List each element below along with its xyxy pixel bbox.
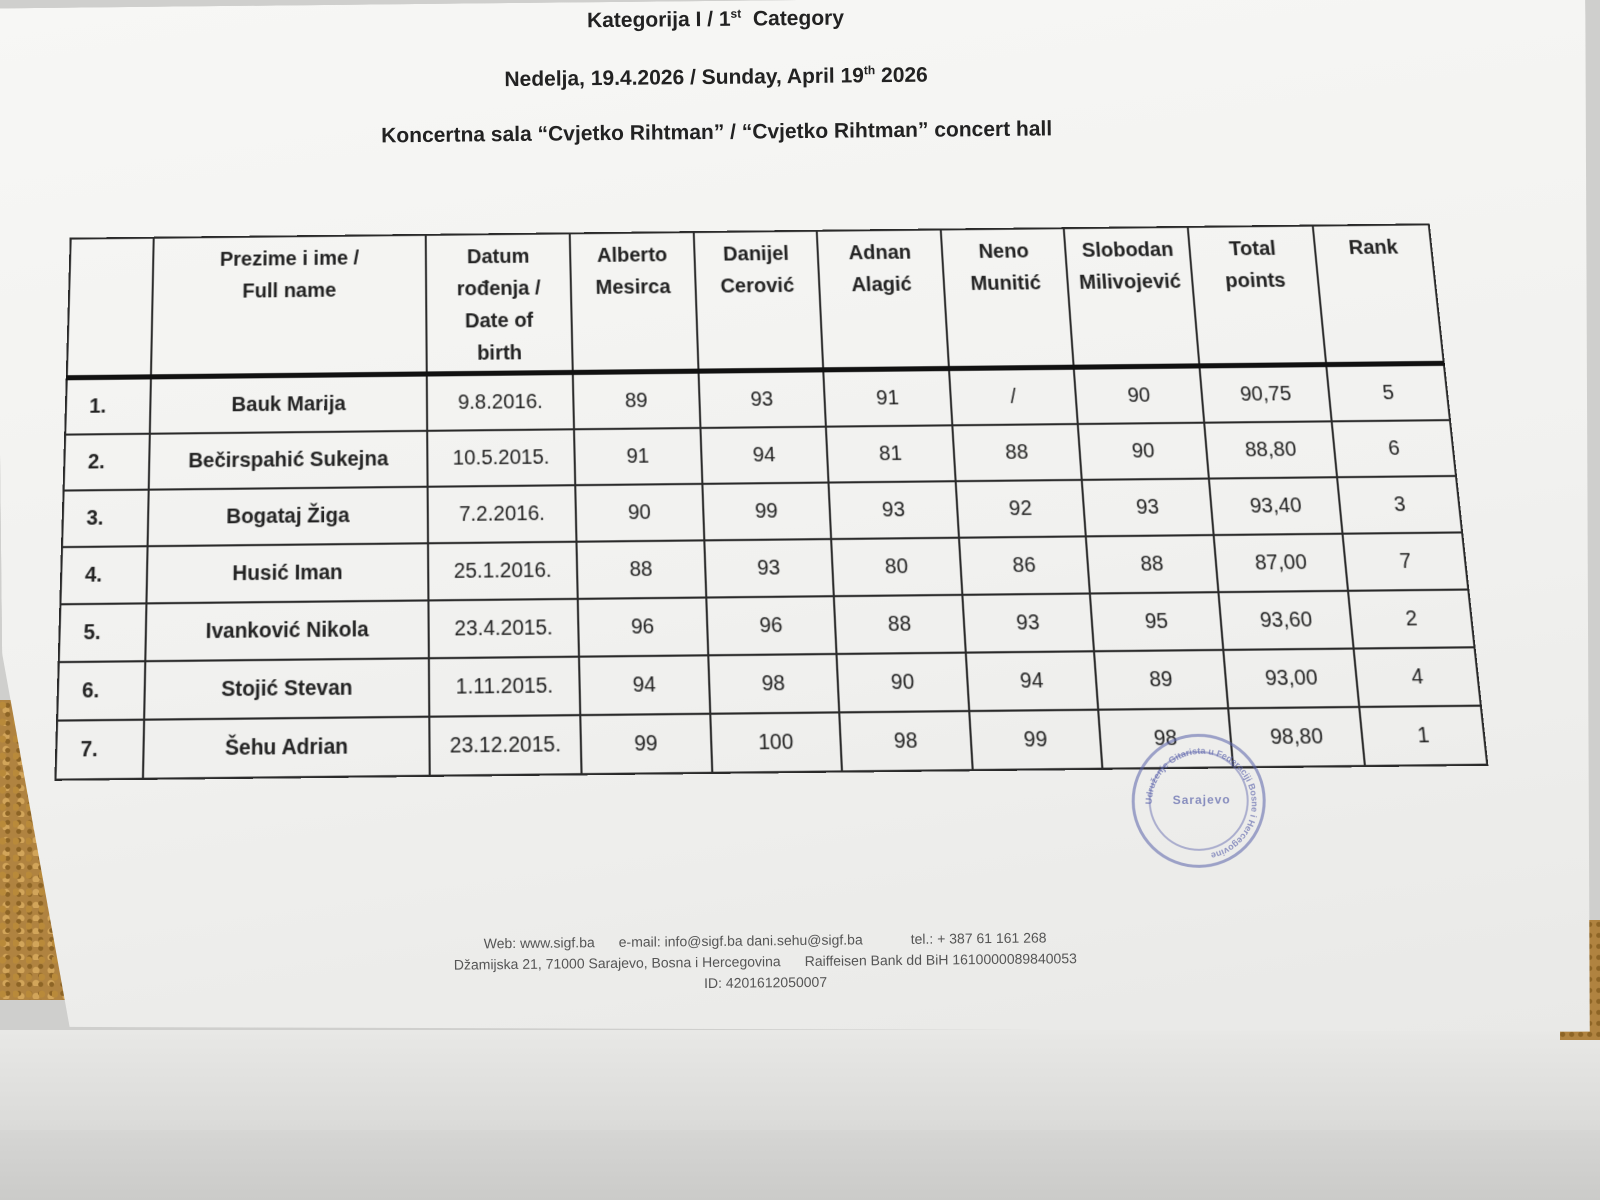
score-slobodan-milivojevic-cell: 93 [1082,479,1214,537]
col-rank-header: Rank [1313,224,1444,364]
col-judge1-header: Alberto Mesirca [570,232,698,372]
date-of-birth-cell: 1.11.2015. [429,657,580,717]
score-adnan-alagic-cell: 98 [839,711,972,771]
score-neno-munitic-cell: 86 [959,536,1090,594]
table-header [67,224,1444,377]
competitor-name-cell: Bečirspahić Sukejna [148,431,428,490]
col-judge5-header: Slobodan Milivojević [1064,227,1200,367]
score-alberto-mesirca-cell: 99 [580,714,712,774]
date-of-birth-cell: 23.4.2015. [429,599,579,658]
rank-cell: 4 [1354,647,1481,707]
category-heading: Kategorija I / 1st Category [586,6,845,33]
date-heading: Nedelja, 19.4.2026 / Sunday, April 19th 2026 [504,63,928,92]
competitor-name-cell: Bogataj Žiga [147,487,428,546]
row-number-cell: 2. [64,434,150,491]
score-slobodan-milivojevic-cell: 88 [1086,535,1218,593]
col-judge4-header: Neno Munitić [940,228,1074,368]
score-danijel-cerovic-cell: 93 [698,370,826,428]
rank-cell: 6 [1332,420,1456,477]
score-danijel-cerovic-cell: 98 [708,654,840,714]
score-adnan-alagic-cell: 88 [834,595,965,654]
total-points-cell: 93,00 [1223,649,1359,709]
score-slobodan-milivojevic-cell: 98 [1098,708,1233,768]
score-slobodan-milivojevic-cell: 90 [1078,423,1209,480]
competitor-name-cell: Šehu Adrian [143,717,430,779]
score-alberto-mesirca-cell: 94 [579,655,710,715]
score-alberto-mesirca-cell: 88 [576,540,705,598]
score-danijel-cerovic-cell: 96 [706,596,837,655]
date-of-birth-cell: 25.1.2016. [428,542,577,601]
score-alberto-mesirca-cell: 96 [578,598,708,657]
organization-stamp [1131,733,1266,868]
total-points-cell: 93,60 [1218,591,1354,650]
competitor-name-cell: Stojić Stevan [144,658,430,719]
score-neno-munitic-cell: / [949,367,1078,425]
score-slobodan-milivojevic-cell: 95 [1090,592,1223,651]
score-neno-munitic-cell: 93 [962,594,1094,653]
total-points-cell: 98,80 [1228,707,1365,767]
date-of-birth-cell: 23.12.2015. [430,715,582,776]
footer-id: ID: 4201612050007 [703,973,828,992]
col-judge3-header: Adnan Alagić [817,230,949,370]
score-alberto-mesirca-cell: 89 [573,371,700,429]
stamp-ring-text: Udruženje Gitarista u Federaciji Bosne i Hercegovine [1143,745,1260,861]
score-danijel-cerovic-cell: 93 [704,539,834,597]
score-neno-munitic-cell: 88 [952,424,1082,481]
score-neno-munitic-cell: 99 [969,710,1103,770]
total-points-cell: 88,80 [1204,421,1337,478]
total-points-cell: 90,75 [1199,365,1332,423]
footer-bank: Raiffeisen Bank dd BiH 1610000089840053 [804,950,1077,969]
footer-web: Web: www.sigf.ba [483,934,595,952]
score-slobodan-milivojevic-cell: 89 [1094,650,1228,710]
total-points-cell: 87,00 [1214,534,1349,592]
row-number-cell: 5. [59,603,146,662]
table-body [55,363,1487,779]
score-adnan-alagic-cell: 81 [826,425,955,482]
score-adnan-alagic-cell: 80 [831,538,962,596]
score-neno-munitic-cell: 94 [965,651,1098,711]
score-alberto-mesirca-cell: 90 [575,484,704,542]
row-number-cell: 7. [55,720,143,780]
score-alberto-mesirca-cell: 91 [574,428,702,485]
score-adnan-alagic-cell: 93 [829,481,959,539]
date-of-birth-cell: 9.8.2016. [427,372,574,430]
results-table [54,223,1488,780]
date-of-birth-cell: 10.5.2015. [427,429,575,486]
row-number-cell: 6. [57,661,145,720]
rank-cell: 2 [1349,590,1475,649]
competitor-name-cell: Ivanković Nikola [145,600,429,661]
row-number-cell: 4. [60,546,147,604]
footer-tel: tel.: + 387 61 161 268 [910,929,1047,947]
score-neno-munitic-cell: 92 [955,480,1086,538]
col-number-header [67,238,154,378]
footer [385,926,1146,997]
stamp-city: Sarajevo [1172,792,1231,808]
competitor-name-cell: Husić Iman [146,543,429,603]
score-adnan-alagic-cell: 90 [837,653,969,713]
rank-cell: 3 [1338,476,1463,534]
date-of-birth-cell: 7.2.2016. [428,485,577,543]
footer-email: e-mail: info@sigf.ba dani.sehu@sigf.ba [618,931,863,950]
col-name-header: Prezime i ime / Full name [151,235,427,377]
col-dob-header: Datum rođenja / Date of birth [426,233,573,374]
score-adnan-alagic-cell: 91 [823,369,952,427]
score-danijel-cerovic-cell: 99 [702,483,831,541]
col-total-header: Total points [1188,226,1327,366]
rank-cell: 5 [1327,363,1450,421]
score-danijel-cerovic-cell: 94 [700,427,829,484]
header-row [67,224,1444,377]
competitor-name-cell: Bauk Marija [149,374,427,434]
score-danijel-cerovic-cell: 100 [710,712,842,772]
total-points-cell: 93,40 [1209,477,1343,535]
col-judge2-header: Danijel Cerović [693,231,823,371]
score-slobodan-milivojevic-cell: 90 [1074,366,1204,424]
row-number-cell: 1. [65,377,150,435]
rank-cell: 1 [1360,706,1487,766]
footer-address: Džamijska 21, 71000 Sarajevo, Bosna i Hercegovina [453,953,781,973]
row-number-cell: 3. [62,490,148,547]
venue-heading: Koncertna sala “Cvjetko Rihtman” / “Cvjetko Rihtman” concert hall [381,117,1053,148]
rank-cell: 7 [1343,532,1468,590]
